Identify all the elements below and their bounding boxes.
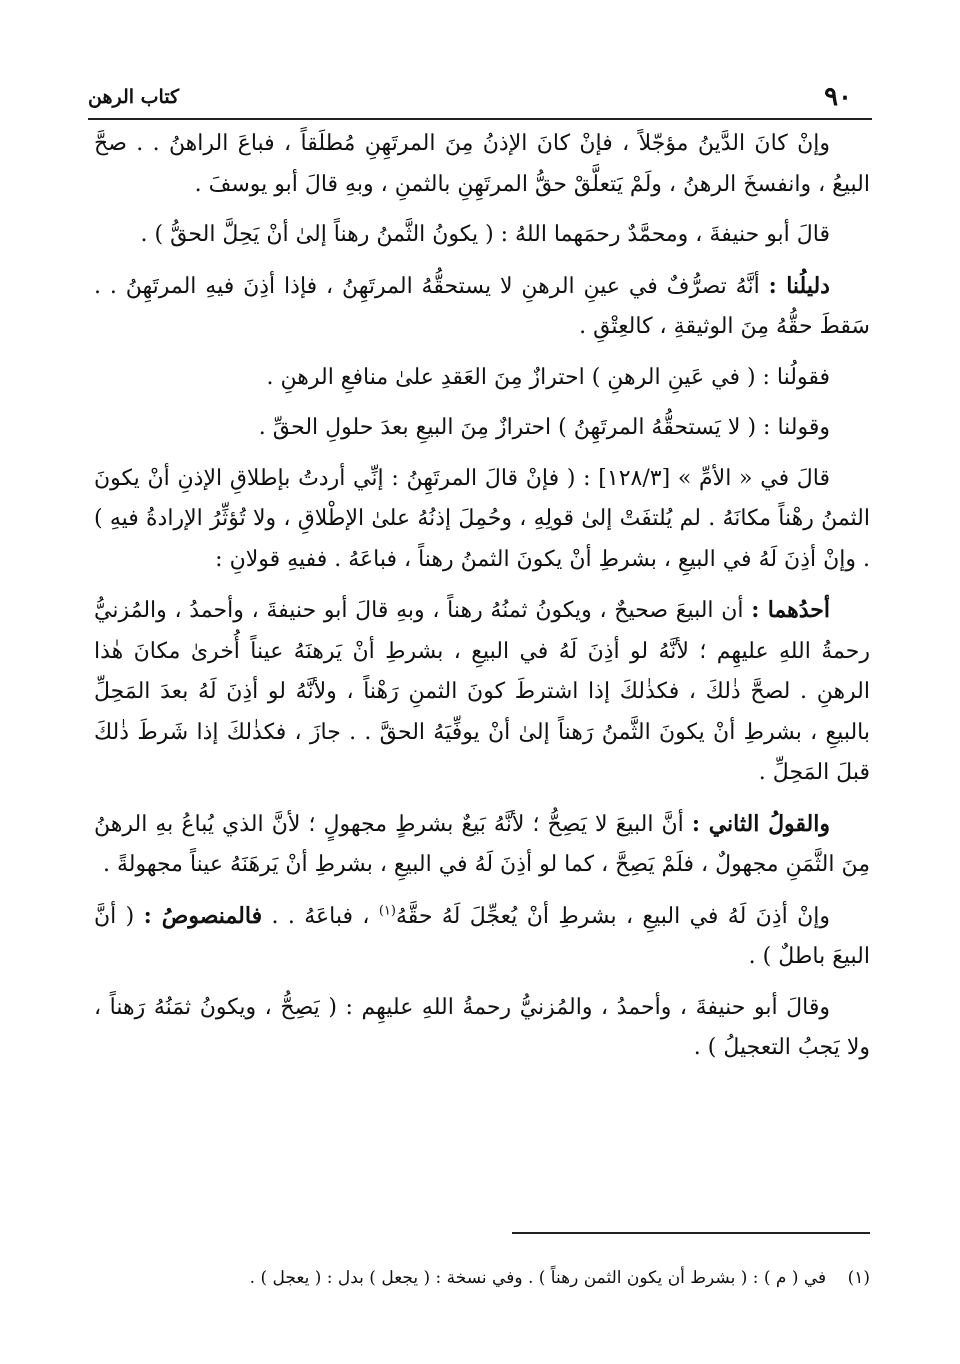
header-divider [88, 118, 872, 120]
paragraph-5 [94, 408, 870, 449]
paragraph-lead: دليلُنا : [768, 272, 830, 299]
paragraph-text: أنَّهُ تصرُّفٌ في عينِ الرهنِ لا يستحقُّهُ المرتَهِنُ ، فإذا أذِنَ فيهِ المرتَهِنُ . . سَقطَ حقُّهُ مِنَ الوثيقةِ ، كالعِتْقِ . [94, 273, 870, 339]
paragraph-lead: أحدُهما : [751, 597, 830, 623]
footnote [94, 1264, 870, 1292]
paragraph-8 [94, 804, 870, 886]
paragraph-9 [94, 896, 870, 978]
paragraph-6 [94, 459, 870, 581]
footnote-text: في ( م ) : ( بشرط أن يكون الثمن رهناً ) . وفي نسخة : ( يجعل ) بدل : ( يعجل ) . [249, 1268, 827, 1288]
paragraph-4 [94, 358, 870, 399]
paragraph-text: ، فباعَهُ . . [271, 903, 379, 929]
paragraph-text: ( أنَّ البيعَ باطلٌ ) . [94, 903, 870, 969]
footnote-marker: (١) [847, 1268, 870, 1288]
page-number: ٩٠ [824, 82, 852, 112]
paragraph-1 [94, 124, 870, 205]
paragraph-7 [94, 590, 870, 794]
paragraph-emphasis: فالمنصوصُ : [143, 902, 263, 929]
paragraph-text: وقولنا : ( لا يَستحقُّهُ المرتَهِنُ ) احترازٌ مِنَ البيعِ بعدَ حلولِ الحقِّ . [258, 415, 830, 440]
page-header [88, 82, 872, 118]
running-title: كتاب الرهن [88, 86, 180, 108]
paragraph-text: وقالَ أبو حنيفةَ ، وأحمدُ ، والمُزنيُّ رحمةُ اللهِ عليهِم : ( يَصِحُّ ، ويكونُ ثمَنُهُ رَهناً ، ولا يَجبُ التعجيلُ ) . [94, 994, 870, 1060]
paragraph-lead: والقولُ الثاني : [691, 810, 830, 837]
paragraph-text: أنَّ البيعَ لا يَصِحُّ ؛ لأنَّهُ بَيعٌ بشرطٍ مجهولٍ ؛ لأنَّ الذي يُباعُ بهِ الرهنُ مِنَ الثَّمَنِ مجهولٌ ، فلَمْ يَصِحَّ ، كما لو أذِنَ لَهُ في البيعِ ، بشرطِ أنْ يَرهَنَهُ عيناً مجهولةً . [94, 811, 870, 877]
main-text [94, 124, 870, 1079]
paragraph-text: قالَ أبو حنيفةَ ، ومحمَّدٌ رحمَهما اللهُ : ( يكونُ الثَّمنُ رهناً إلىٰ أنْ يَحِلَّ الحقُّ ) . [140, 222, 830, 247]
paragraph-3 [94, 266, 870, 348]
footnote-reference[interactable]: (١) [378, 903, 396, 919]
paragraph-text: قالَ في « الأمِّ » [١٢٨/٣] : ( فإنْ قالَ المرتَهِنُ : إنِّي أردتُ بإطلاقِ الإذنِ أنْ يكونَ الثمنُ رهْناً مكانَهُ . لم يُلتفَتْ إلىٰ قولِهِ ، وحُمِلَ إذنُهُ علىٰ الإطْلاقِ ، ولا تُؤثِّرُ الإرادةُ فيهِ ) . وإنْ أذِنَ لَهُ في البيعِ ، بشرطِ أنْ يكونَ الثمنُ رهناً ، فباعَهُ . ففيهِ قولانِ : [94, 465, 870, 572]
paragraph-text: فقولُنا : ( في عَينِ الرهنِ ) احترازٌ مِنَ العَقدِ علىٰ منافعِ الرهنِ . [266, 364, 830, 390]
paragraph-text: أن البيعَ صحيحٌ ، ويكونُ ثمنُهُ رهناً ، وبهِ قالَ أبو حنيفةَ ، وأحمدُ ، والمُزنيُّ رحمةُ اللهِ عليهِم ؛ لأنَّهُ لو أذِنَ لَهُ في البيعِ ، بشرطِ أنْ يَرهنَهُ عيناً أُخرىٰ مكانَ هٰذا الرهنِ . لصحَّ ذٰلكَ ، فكذٰلكَ إذا اشترطَ كونَ الثمنِ رَهْناً ، ولأنَّهُ لو أذِنَ لَهُ بعدَ المَحِلِّ بالبيعِ ، بشرطِ أنْ يكونَ الثَّمنُ رَهناً إلىٰ أنْ يوفِّيَهُ الحقَّ . . جازَ ، فكذٰلكَ إذا شَرطَ ذٰلكَ قبلَ المَحِلِّ . [94, 598, 870, 785]
paragraph-2 [94, 215, 870, 256]
paragraph-10 [94, 988, 870, 1069]
paragraph-text: وإنْ كانَ الدَّينُ مؤجّلاً ، فإنْ كانَ الإذنُ مِنَ المرتَهِنِ مُطلَقاً ، فباعَ الراهنُ . . صحَّ البيعُ ، وانفسخَ الرهنُ ، ولَمْ يَتعلَّقْ حقُّ المرتَهِنِ بالثمنِ ، وبهِ قالَ أبو يوسفَ . [94, 131, 870, 197]
footnote-divider [512, 1232, 870, 1234]
paragraph-text: وإنْ أذِنَ لَهُ في البيعِ ، بشرطِ أنْ يُعجِّلَ لَهُ حقَّهُ [395, 903, 831, 929]
